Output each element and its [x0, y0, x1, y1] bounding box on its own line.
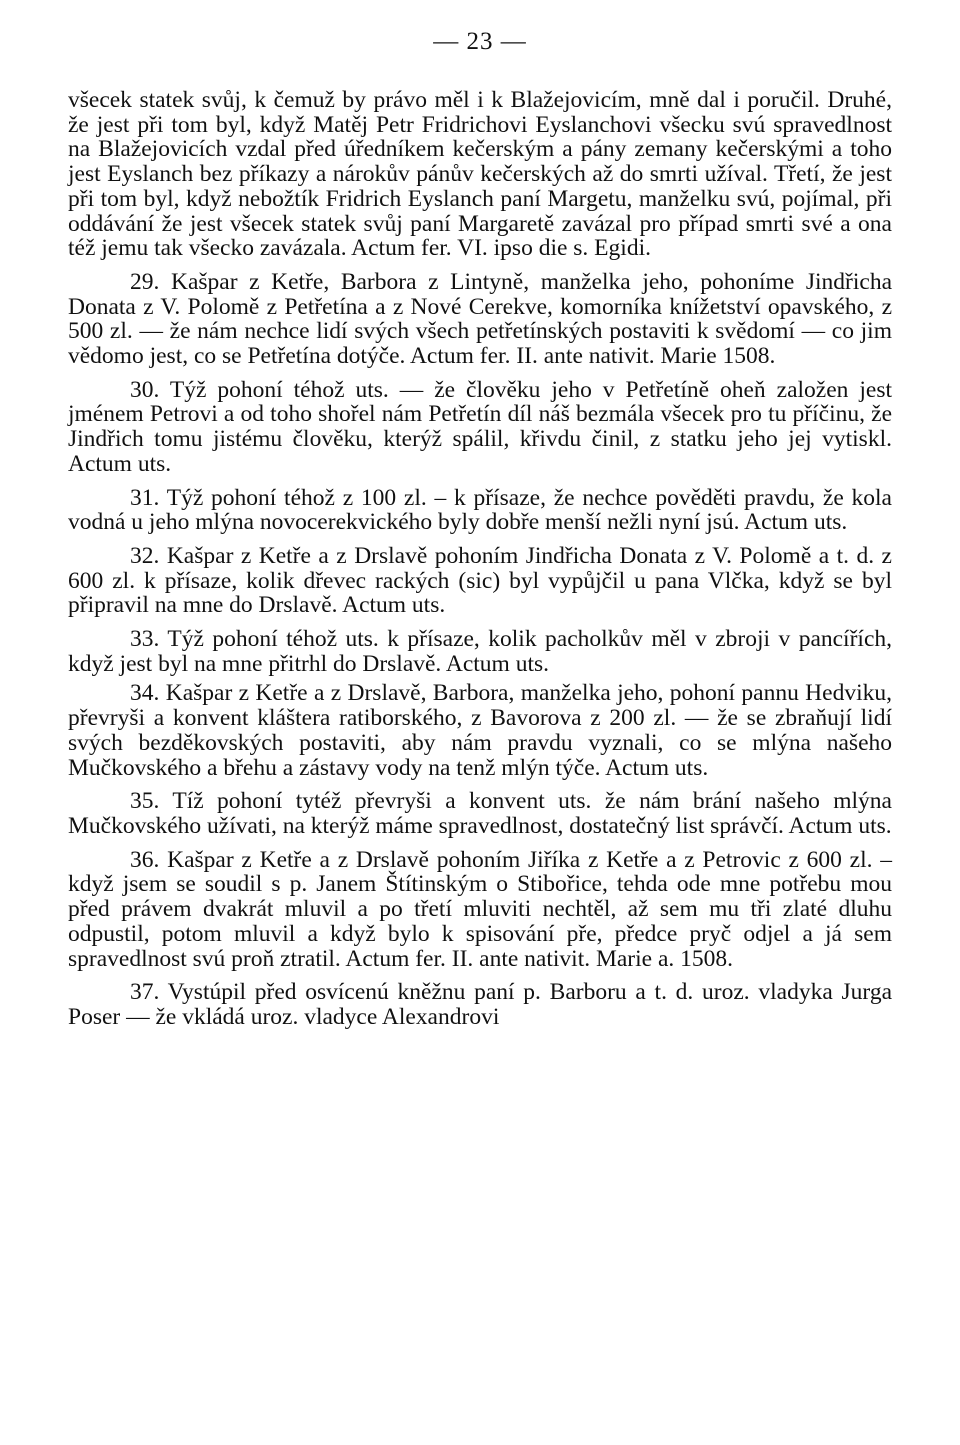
paragraph-entry-37: 37. Vystúpil před osvícenú kněžnu paní p. Barboru a t. d. uroz. vladyka Jurga Poser — že vkládá uroz. vladyce Alexandrovi — [68, 979, 892, 1030]
paragraph-entry-35: 35. Tíž pohoní tytéž převryši a konvent uts. že nám brání našeho mlýna Mučkovského užívati, na kterýž máme spravedlnost, dostatečný list správčí. Actum uts. — [68, 788, 892, 839]
paragraph-entry-32: 32. Kašpar z Ketře a z Drslavě pohoním Jindřicha Donata z V. Polomě a t. d. z 600 zl. k přísaze, kolik dřevec rackých (sic) byl vypůjčil u pana Vlčka, když se byl připravil na mne do Drslavě. Actum uts. — [68, 542, 892, 619]
text-body — [68, 88, 892, 1030]
paragraph-entry-29: 29. Kašpar z Ketře, Barbora z Lintyně, manželka jeho, pohoníme Jindřicha Donata z V. Polomě z Petřetína a z Nové Cerekve, komorníka knížetství opavského, z 500 zl. — že nám nechce lidí svých všech petřetínských postaviti k svědomí — co jim vědomo jest, co se Petřetína dotýče. Actum fer. II. ante nativit. Marie 1508. — [68, 268, 892, 370]
paragraph-entry-30: 30. Týž pohoní téhož uts. — že člověku jeho v Petřetíně oheň založen jest jménem Petrovi a od toho shořel nám Petřetín díl náš bezmála všecek pro tu příčinu, že Jindřich tomu jistému člověku, kterýž spálil, křivdu činil, z statku jeho jej vytiskl. Actum uts. — [68, 376, 892, 477]
paragraph-entry-31: 31. Týž pohoní téhož z 100 zl. – k přísaze, že nechce pověděti pravdu, že kola vodná u jeho mlýna novocerekvického byly dobře menší nežli nyní jsú. Actum uts. — [68, 484, 892, 536]
page-number: — 23 — — [433, 28, 527, 55]
paragraph-entry-34: 34. Kašpar z Ketře a z Drslavě, Barbora, manželka jeho, pohoní pannu Hedviku, převryši a konvent kláštera ratiborského, z Bavorova z 200 zl. — že se zbraňují lidí svých bezděkovských postaviti, aby nám pravdu vyznali, co se mlýna našeho Mučkovského a břehu a zástavy vody na tenž mlýn týče. Actum uts. — [68, 680, 892, 781]
paragraph-continuation: všecek statek svůj, k čemuž by právo měl i k Blažejovicím, mně dal i poručil. Druhé, že jest při tom byl, když Matěj Petr Fridrichovi Eyslanchovi všecku svú spravedlnost na Blažejovicích vzdal před úředníkem kečerským a pány zemany kečerskými a toho jest Eyslanch bez příkazy a nárokův pánův kečerských až do smrti užíval. Třetí, že jest při tom byl, když nebožtík Fridrich Eyslanch paní Margetu, manželku svú, pojímal, při oddávání že jest všecek statek svůj paní Margaretě zavázal pro případ smrti své a ona též jemu tak všecko zavázala. Actum fer. VI. ipso die s. Egidi. — [68, 87, 892, 262]
paragraph-entry-36: 36. Kašpar z Ketře a z Drslavě pohoním Jiříka z Ketře a z Petrovic z 600 zl. – když jsem se soudil s p. Janem Štítinským o Stibořice, tehda ode mne potřebu mou před právem dvakrát mluvil a po třetí mluviti nechtěl, až sem mu tři zlaté dluhu odpustil, potom mluvil a když bylo k spisování pře, předce pryč odjel a já sem spravedlnost svú proň ztratil. Actum fer. II. ante nativit. Marie a. 1508. — [68, 846, 892, 972]
paragraph-entry-33: 33. Týž pohoní téhož uts. k přísaze, kolik pacholkův měl v zbroji v pancířích, když jest byl na mne přitrhl do Drslavě. Actum uts. — [68, 626, 892, 677]
